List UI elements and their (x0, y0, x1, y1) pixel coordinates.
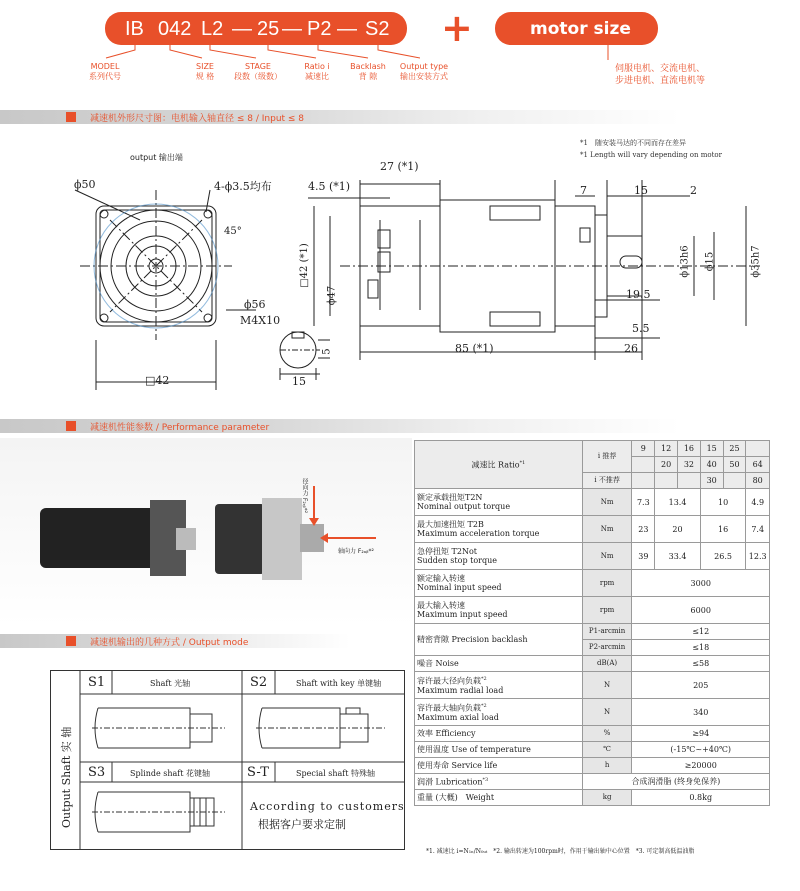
dim-key-15: 15 (292, 375, 306, 388)
code-backlash: P2 (307, 18, 332, 40)
code-ib: IB (125, 18, 144, 40)
ratio-50: 50 (723, 457, 746, 473)
row-axial-load: 容许最大轴向负载$^{*2}$ Maximum axial load N 340 (415, 699, 770, 726)
dim-26: 26 (624, 342, 638, 355)
dim-phi13: ϕ13h6 (679, 245, 691, 278)
dim-15: 15 (634, 184, 648, 197)
gearbox-illustration (0, 438, 412, 626)
row-radial-load: 容许最大径向负载$^{*2}$ Maximum radial load N 205 (415, 672, 770, 699)
ratio-32: 32 (678, 457, 701, 473)
section-output-mode-title: 减速机输出的几种方式 / Output mode (90, 638, 249, 648)
s1-code: S1 (88, 675, 106, 690)
custom-cn: 根据客户要求定制 (258, 818, 346, 831)
dim-phi35: ϕ35h7 (750, 245, 762, 278)
section-dimension-header (0, 110, 800, 124)
label-model: MODEL 系列代号 (89, 62, 121, 81)
note-motor-length-cn: *1 随安装马达的不同而存在差异 (580, 139, 686, 147)
product-photo (0, 438, 412, 626)
code-size: 042 (158, 18, 192, 40)
row-max-input-speed: 最大输入转速 Maximum input speed rpm 6000 (415, 597, 770, 624)
not-recommended-label: i 不推荐 (582, 473, 632, 489)
code-ratio: 25 (257, 18, 280, 40)
section-dimension-title: 减速机外形尺寸图：电机输入轴直径 ≤ 8 / Input ≤ 8 (90, 114, 305, 124)
row-max-accel-torque: 最大加速扭矩 T2B Maximum acceleration torque Nm 23 20 16 7.4 (415, 516, 770, 543)
section-performance-header (0, 419, 800, 433)
row-lubrication: 润滑 Lubrication$^{*3}$ 合成润滑脂 (终身免保养) (415, 774, 770, 790)
code-connector-lines (0, 0, 420, 70)
row-service-life: 使用寿命 Service life h ≥20000 (415, 758, 770, 774)
label-output-type: Output type 输出安装方式 (399, 62, 449, 81)
ratio-15: 15 (700, 441, 723, 457)
dim-m4: M4X10 (240, 314, 281, 327)
st-desc: Special shaft 特殊轴 (296, 769, 375, 778)
dim-phi56: ϕ56 (244, 298, 266, 311)
code-dash1: — (232, 18, 252, 40)
dim-27: 27 (*1) (380, 160, 419, 173)
s2-code: S2 (250, 675, 268, 690)
label-stage: STAGE 段数（级数） (234, 62, 282, 81)
custom-en: According to customers (250, 800, 405, 813)
dim-holes: 4-ϕ3.5均布 (214, 180, 272, 193)
plus-sign: + (441, 6, 473, 50)
label-backlash: Backlash 背 隙 (350, 62, 386, 81)
label-motor-types: 伺服电机、交流电机、 步进电机、直流电机等 (614, 64, 705, 86)
output-shaft-side-label: Output Shaft 实 轴 (60, 726, 73, 828)
row-backlash-p2: P2-arcmin ≤18 (415, 640, 770, 656)
s2-desc: Shaft with key 单键轴 (296, 679, 382, 688)
dim-7: 7 (580, 184, 587, 197)
radial-force-label: 径向力 F₂ᵣᵦ*² (301, 478, 308, 514)
ratio-20: 20 (655, 457, 678, 473)
code-dash3: — (337, 18, 357, 40)
ratio-80: 80 (746, 473, 770, 489)
ratio-64: 64 (746, 457, 770, 473)
dim-85: 85 (*1) (455, 342, 494, 355)
dim-4-5: 4.5 (*1) (308, 180, 351, 193)
ratio-25: 25 (723, 441, 746, 457)
code-dash2: — (282, 18, 302, 40)
motor-connector (600, 42, 620, 62)
ratio-16: 16 (678, 441, 701, 457)
dimension-drawing (0, 160, 800, 400)
label-size: SIZE 规 格 (195, 62, 215, 81)
ratio-40: 40 (700, 457, 723, 473)
axial-force-label: 轴向力 F₂ₐᵦ*² (338, 548, 374, 555)
ratio-9: 9 (632, 441, 655, 457)
row-efficiency: 效率 Efficiency % ≥94 (415, 726, 770, 742)
row-noise: 噪音 Noise dB(A) ≤58 (415, 656, 770, 672)
output-mode-grid (50, 670, 405, 850)
section-output-mode-header (0, 634, 412, 648)
performance-footnote: *1. 减速比 i=N₁ₙ/N₀ᵤₜ *2. 输出转速为100rpm时，作用于输出轴中心位置 *3. 可定制高低温油脂 (426, 848, 695, 855)
dim-phi15: ϕ15 (704, 251, 716, 272)
motor-size-text: motor size (530, 19, 631, 39)
row-sudden-stop-torque: 急停扭矩 T2Not Sudden stop torque Nm 39 33.4 26.5 12.3 (415, 543, 770, 570)
note-motor-length-en: *1 Length will vary depending on motor (580, 151, 722, 159)
output-end-label: output 输出端 (130, 153, 183, 162)
s3-code: S3 (88, 765, 106, 780)
row-nominal-input-speed: 额定输入转速 Nominal input speed rpm 3000 (415, 570, 770, 597)
ratio-30: 30 (700, 473, 723, 489)
ratio-label-cell: 减速比 Ratio$^{*1}$ (415, 441, 583, 489)
st-code: S-T (247, 765, 269, 780)
code-stage: L2 (201, 18, 224, 40)
label-ratio: Ratio i 减速比 (304, 62, 330, 81)
recommended-label: i 推荐 (582, 441, 632, 473)
dim-19-5: 19.5 (626, 288, 651, 301)
dim-sq42-bottom: □42 (145, 374, 170, 387)
dim-key-5: 5 (321, 348, 333, 355)
section-performance-title: 减速机性能参数 / Performance parameter (90, 423, 270, 433)
s1-desc: Shaft 光轴 (150, 679, 191, 688)
row-backlash-p1: 精密背隙 Precision backlash P1-arcmin ≤12 (415, 624, 770, 640)
row-weight: 重量 (大概) Weight kg 0.8kg (415, 790, 770, 806)
dim-5-5: 5.5 (632, 322, 650, 335)
row-temperature: 使用温度 Use of temperature ℃ (-15℃~+40℃) (415, 742, 770, 758)
ratio-12: 12 (655, 441, 678, 457)
row-nominal-torque: 额定承载扭矩T2N Nominal output torque Nm 7.3 13.4 10 4.9 (415, 489, 770, 516)
dim-phi50: ϕ50 (74, 178, 96, 191)
dim-2: 2 (690, 184, 697, 197)
dim-phi47: ϕ47 (326, 285, 338, 306)
s3-desc: Splinde shaft 花键轴 (130, 769, 211, 778)
dim-sq42-side: □42 (*1) (298, 243, 310, 288)
dim-angle: 45° (224, 226, 242, 237)
performance-table (414, 440, 770, 806)
code-output: S2 (365, 18, 390, 40)
